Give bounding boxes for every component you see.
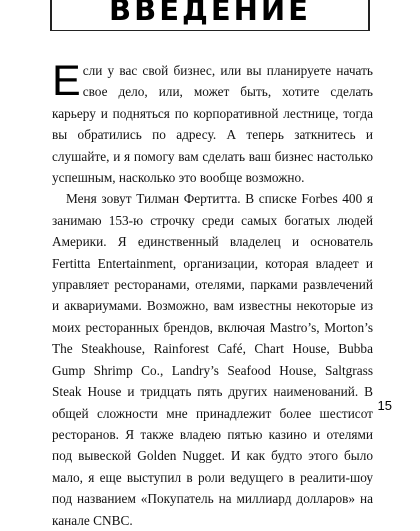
- paragraph-intro: [52, 57, 373, 188]
- header-rule-right: [368, 0, 370, 30]
- page-number: 15: [377, 398, 392, 413]
- body-text: [52, 57, 373, 531]
- chapter-title: ВВЕДЕНИЕ: [108, 0, 311, 27]
- paragraph-intro-text: сли у вас свой бизнес, или вы планируете начать свое дело, или, может быть, хотите сделать карьеру и подняться по корпоративной лестнице, тогда вы обратились по адресу. А теперь заткнитесь и слушайте, и я помогу вам сделать ваш бизнес настолько успешным, насколько это вообще возможно.: [52, 63, 373, 186]
- paragraph-biography: Меня зовут Тилман Фертитта. В списке Forbes 400 я занимаю 153-ю строчку среди самых богатых людей Америки. Я единственный владелец и основатель Fertitta Entertainment, организации, которая владеет и управляет ресторанами, отелями, парками развлечений и аквариумами. Возможно, вам известны некоторые из моих ресторанных брендов, включая Mastro’s, Morton’s The Steakhouse, Rainforest Café, Chart House, Bubba Gump Shrimp Co., Landry’s Seafood House, Saltgrass Steak House и тридцать пять других наименований. В общей сложности мне принадлежит более шестисот ресторанов. Я также владею пятью казино и отелями под вывеской Golden Nugget. И как будто этого было мало, я еще выступил в роли ведущего в реалити-шоу под названием «Покупатель на миллиард долларов» на канале CNBC.: [52, 191, 373, 528]
- drop-cap: Е: [52, 57, 81, 105]
- chapter-header: [50, 0, 370, 31]
